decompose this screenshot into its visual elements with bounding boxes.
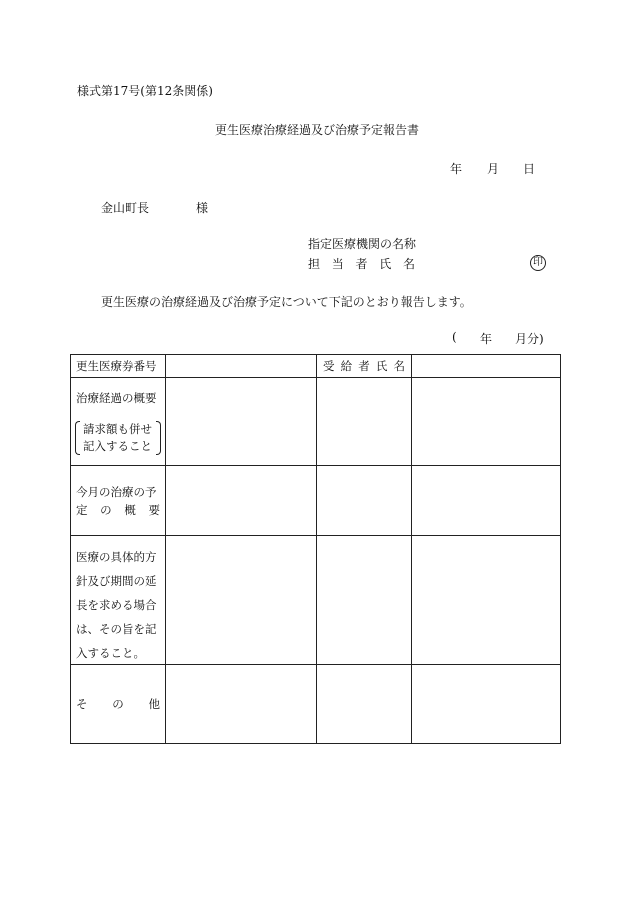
plan-char-2: の (100, 503, 112, 517)
bracket-right (156, 421, 161, 455)
addressee-honorific: 様 (196, 201, 209, 215)
extension-line-4: は、その旨を記 (76, 622, 157, 636)
plan-field-1[interactable] (166, 466, 316, 535)
other-char-2: の (112, 697, 124, 711)
period-year-label: 年 (480, 332, 493, 346)
seal-mark: 印 (530, 255, 546, 271)
treatment-summary-label: 治療経過の概要 (76, 391, 157, 405)
treatment-summary-note (75, 421, 161, 455)
person-char-3: 者 (355, 257, 368, 271)
other-label (76, 694, 160, 714)
bracket-left (75, 421, 80, 455)
recipient-char-4: 氏 (375, 359, 388, 373)
form-number: 様式第17号(第12条関係) (77, 84, 213, 98)
note-line-1: 請求額も併せ (83, 422, 152, 436)
body-text: 更生医療の治療経過及び治療予定について下記のとおり報告します。 (101, 295, 472, 309)
person-in-charge-label (308, 255, 415, 272)
person-char-4: 氏 (379, 257, 392, 271)
note-line-2: 記入すること (83, 439, 152, 453)
other-char-3: 他 (148, 697, 160, 711)
period-open-paren: ( (452, 330, 457, 344)
person-char-1: 担 (308, 257, 321, 271)
other-char-1: そ (76, 697, 88, 711)
date-month-label: 月 (487, 162, 500, 176)
recipient-name-label (323, 356, 405, 376)
other-field-2[interactable] (317, 665, 411, 743)
person-char-5: 名 (402, 257, 415, 271)
institution-name-label: 指定医療機関の名称 (308, 237, 417, 251)
plan-label-line1: 今月の治療の予 (76, 485, 157, 499)
addressee-name: 金山町長 (101, 201, 150, 215)
extension-line-1: 医療の具体的方 (76, 550, 157, 564)
plan-char-3: 概 (124, 503, 136, 517)
plan-field-3[interactable] (412, 466, 561, 535)
report-table (70, 354, 561, 744)
extension-field-2[interactable] (317, 536, 411, 664)
treatment-summary-field-2[interactable] (317, 378, 411, 465)
other-field-3[interactable] (412, 665, 561, 743)
extension-field-1[interactable] (166, 536, 316, 664)
extension-line-5: 入すること。 (76, 646, 145, 660)
ticket-number-label: 更生医療券番号 (76, 359, 157, 373)
plan-field-2[interactable] (317, 466, 411, 535)
recipient-char-1: 受 (323, 359, 335, 373)
person-char-2: 当 (331, 257, 344, 271)
other-field-1[interactable] (166, 665, 316, 743)
ticket-number-field[interactable] (166, 355, 316, 377)
plan-char-4: 要 (148, 503, 160, 517)
period-month-label: 月分) (515, 332, 544, 346)
recipient-char-5: 名 (393, 359, 405, 373)
extension-line-3: 長を求める場合 (76, 598, 157, 612)
extension-label (76, 545, 157, 665)
treatment-summary-field-1[interactable] (166, 378, 316, 465)
extension-field-3[interactable] (412, 536, 561, 664)
extension-line-2: 針及び期間の延 (76, 574, 157, 588)
date-day-label: 日 (523, 162, 536, 176)
recipient-char-2: 給 (340, 359, 353, 373)
date-year-label: 年 (450, 162, 463, 176)
treatment-summary-field-3[interactable] (412, 378, 561, 465)
plan-char-1: 定 (76, 503, 88, 517)
recipient-char-3: 者 (358, 359, 370, 373)
document-title: 更生医療治療経過及び治療予定報告書 (215, 123, 420, 137)
recipient-name-field[interactable] (412, 355, 561, 377)
plan-label-line2 (76, 500, 160, 520)
